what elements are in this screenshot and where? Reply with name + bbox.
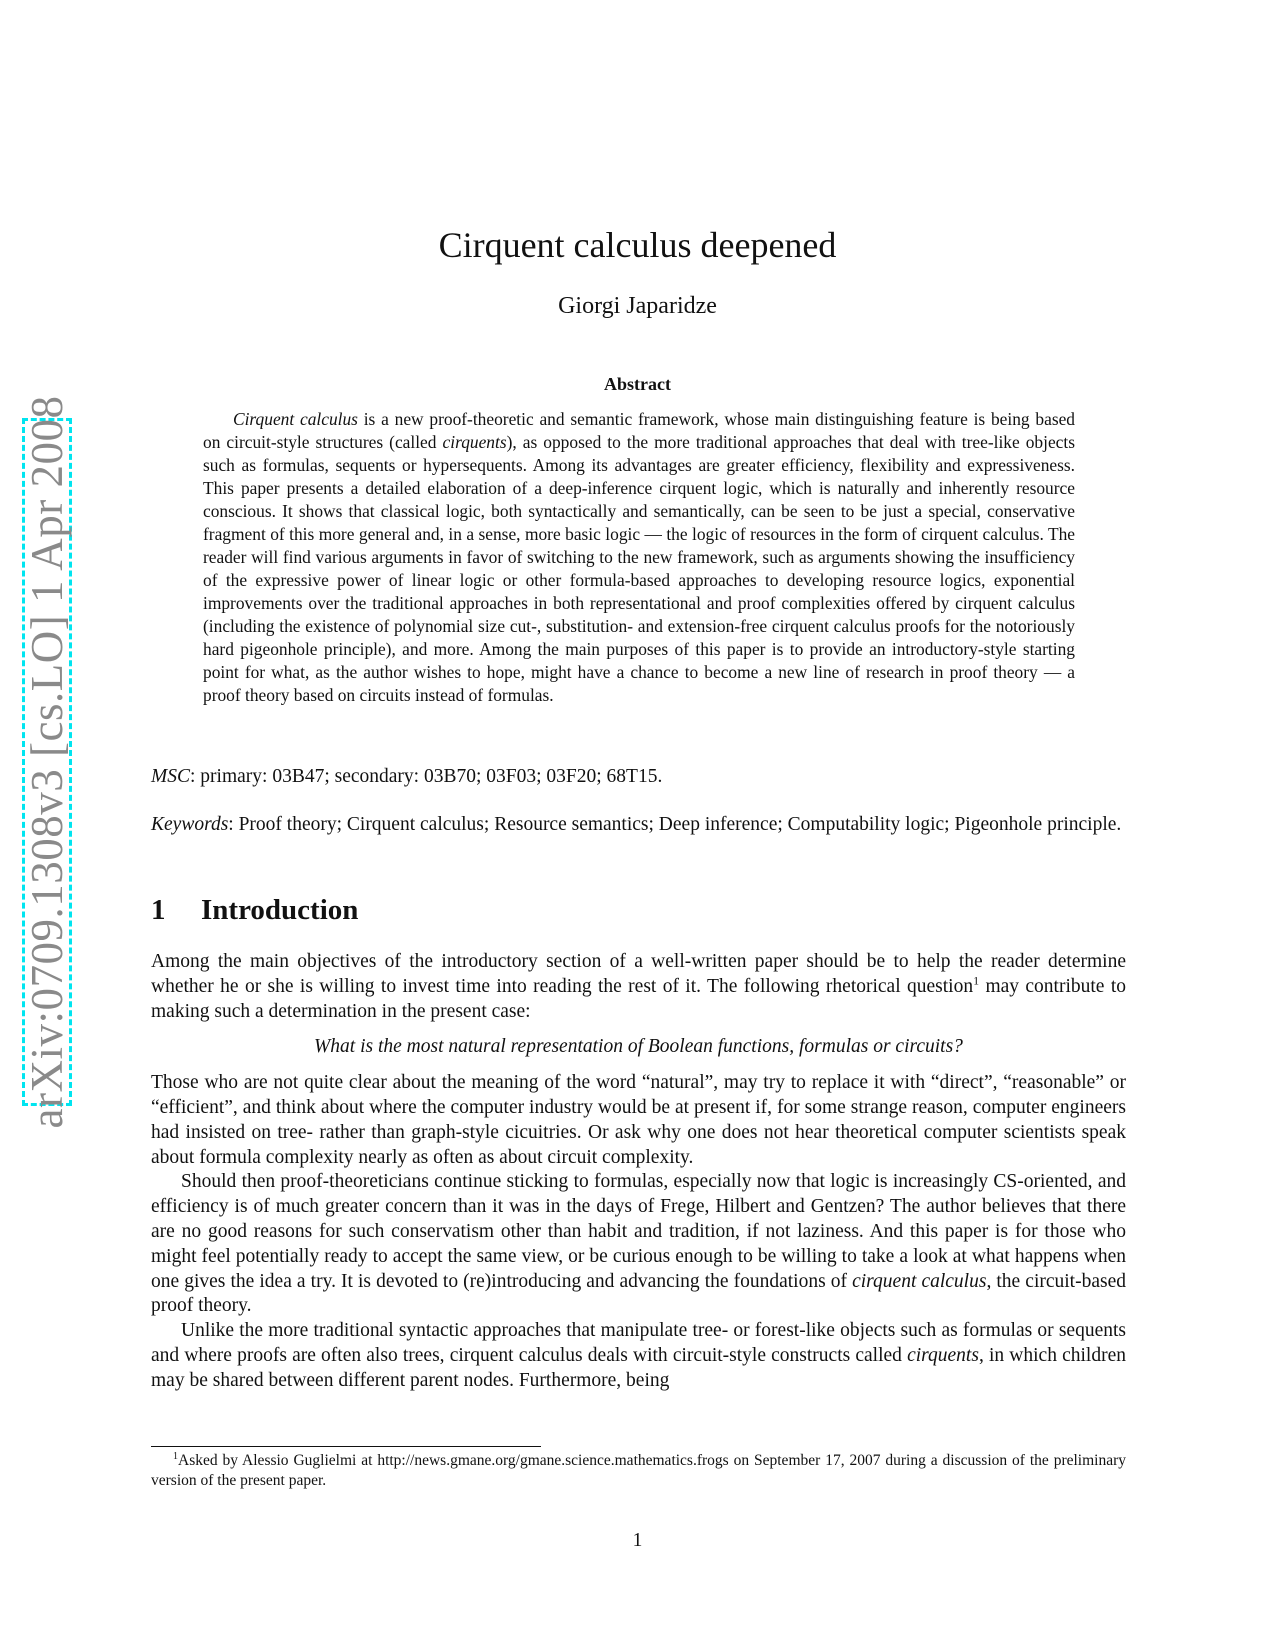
arxiv-identifier: arXiv:0709.1308v3 [cs.LO] 1 Apr 2008 [22,395,72,1129]
arxiv-stamp [22,395,72,1129]
abstract-text-part-1: is a new proof-theoretic and semantic framework, whose main distinguishing feature is being based on circuit-style structures (called [203,409,1075,452]
intro-p1-text: Among the main objectives of the introductory section of a well-written paper should be to help the reader determine whether he or she is willing to invest time into reading the rest of it. The following rhetorical question [151,951,1126,997]
abstract-body [203,408,1075,707]
keywords-label: Keywords [151,814,229,835]
abstract-term-cirquents: cirquents [442,432,507,452]
footnote-text: Asked by Alessio Guglielmi at http://news.gmane.org/gmane.science.mathematics.frogs on September 17, 2007 during a discussion of the preliminary version of the present paper. [151,1452,1126,1489]
footnote-marker: 1 [173,1450,178,1462]
page-number: 1 [632,1530,643,1551]
intro-p4-text-end: , in which children may be shared between different parent nodes. Furthermore, being [151,1344,1127,1391]
intro-p3-term: cirquent calculus [852,1270,987,1292]
intro-paragraph-3 [151,1170,1126,1319]
msc-classification [151,764,1126,789]
abstract-lead-term: Cirquent calculus [233,409,358,429]
footnote-reference[interactable]: 1 [973,973,980,988]
abstract-heading: Abstract [604,374,671,394]
intro-p4-text: Unlike the more traditional syntactic approaches that manipulate tree- or forest-like objects such as formulas or sequents and where proofs are often also trees, cirquent calculus deals with circuit-style constructs called [151,1320,1126,1366]
paper-author: Giorgi Japaridze [558,293,717,319]
intro-p3-text-end: , the circuit-based proof theory. [151,1270,1126,1317]
msc-codes: : primary: 03B47; secondary: 03B70; 03F03; 03F20; 68T15. [190,766,663,787]
keywords-list: : Proof theory; Cirquent calculus; Resource semantics; Deep inference; Computability logic; Pigeonhole principle. [228,814,1122,835]
intro-p1-text-end: may contribute to making such a determination in the present case: [151,975,1126,1022]
intro-paragraph-2: Those who are not quite clear about the meaning of the word “natural”, may try to replace it with “direct”, “reasonable” or “efficient”, and think about where the computer industry would be at present if, for some strange reason, computer engineers had insisted on tree- rather than graph-style cicuitries. Or ask why one does not hear theoretical computer scientists speak about formula complexity nearly as often as about circuit complexity. [151,1072,1126,1168]
intro-p3-text: Should then proof-theoreticians continue sticking to formulas, especially now that logic is increasingly CS-oriented, and efficiency is of much greater concern than it was in the days of Frege, Hilbert and Gentzen? The author believes that there are no good reasons for such conservatism other than habit and tradition, if not laziness. And this paper is for those who might feel potentially ready to accept the same view, or be curious enough to be willing to take a look at what happens when one gives the idea a try. It is devoted to (re)introducing and advancing the foundations of [151,1171,1126,1292]
introduction-body [151,950,1126,1394]
intro-p4-term: cirquents [907,1344,979,1366]
intro-paragraph-1 [151,950,1126,1024]
section-title: Introduction [201,894,359,926]
keywords [151,812,1126,837]
footnote [151,1451,1126,1491]
footnote-divider [151,1446,541,1447]
paper-title: Cirquent calculus deepened [438,225,837,265]
section-number: 1 [151,894,166,926]
rhetorical-question: What is the most natural representation of Boolean functions, formulas or circuits? [314,1036,963,1058]
intro-paragraph-4 [151,1319,1126,1393]
msc-label: MSC [151,766,190,787]
abstract-text-part-2: ), as opposed to the more traditional approaches that deal with tree-like objects such as formulas, sequents or hypersequents. Among its advantages are greater efficiency, flexibility and expressiveness. This paper presents a detailed elaboration of a deep-inference cirquent logic, which is naturally and inherently resource conscious. It shows that classical logic, both syntactically and semantically, can be seen to be just a special, conservative fragment of this more general and, in a sense, more basic logic — the logic of resources in the form of cirquent calculus. The reader will find various arguments in favor of switching to the new framework, such as arguments showing the insufficiency of the expressive power of linear logic or other formula-based approaches to developing resource logics, exponential improvements over the traditional approaches in both representational and proof complexities offered by cirquent calculus (including the existence of polynomial size cut-, substitution- and extension-free cirquent calculus proofs for the notoriously hard pigeonhole principle), and more. Among the main purposes of this paper is to provide an introductory-style starting point for what, as the author wishes to hope, might have a chance to become a new line of research in proof theory — a proof theory based on circuits instead of formulas. [203,432,1075,705]
section-heading-introduction [151,894,358,927]
